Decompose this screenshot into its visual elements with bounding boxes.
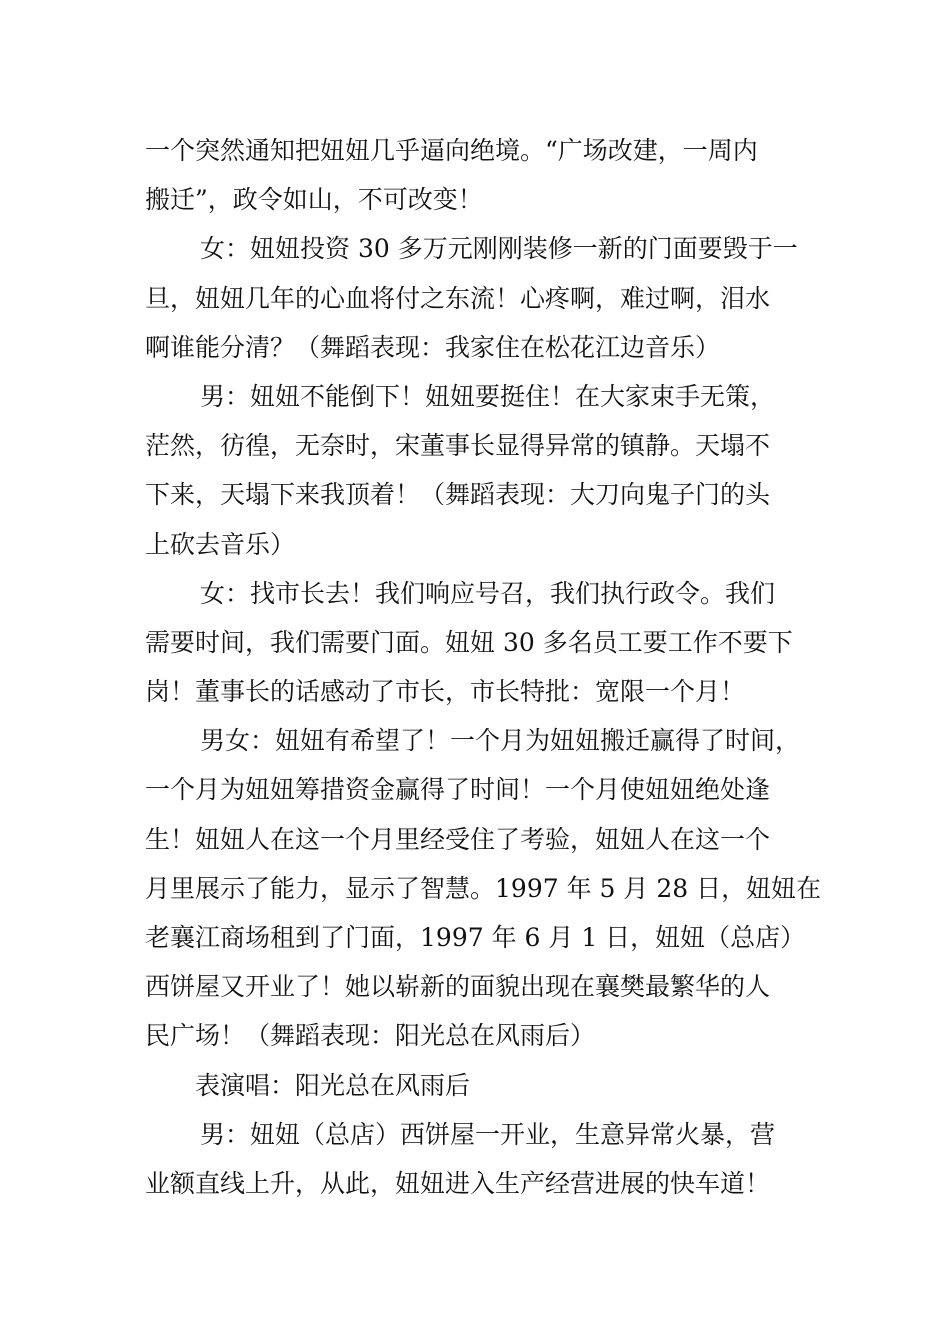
- paragraph-2: [145, 224, 813, 372]
- paragraph-7: [145, 1110, 813, 1208]
- paragraph-3: [145, 372, 813, 569]
- text-line: 业额直线上升，从此，妞妞进入生产经营进展的快车道！: [145, 1168, 771, 1198]
- text-line: 搬迁”，政令如山，不可改变！: [145, 185, 483, 215]
- text-line: 一个月为妞妞筹措资金赢得了时间！一个月使妞妞绝处逢: [145, 775, 771, 805]
- text-line: 岗！董事长的话感动了市长，市长特批：宽限一个月！: [145, 677, 746, 707]
- text-line: 老襄江商场租到了门面，1997 年 6 月 1 日，妞妞（总店）: [145, 923, 806, 952]
- document-body: [145, 126, 822, 1208]
- text-line: 一个突然通知把妞妞几乎逼向绝境。“广场改建，一周内: [145, 136, 758, 165]
- text-line: 表演唱：阳光总在风雨后: [195, 1070, 471, 1100]
- text-line: 女：找市长去！我们响应号召，我们执行政令。我们: [200, 578, 776, 608]
- text-line: 啊谁能分清？（舞蹈表现：我家住在松花江边音乐）: [145, 332, 721, 362]
- text-line: 西饼屋又开业了！她以崭新的面貌出现在襄樊最繁华的人: [145, 972, 771, 1002]
- text-line: 下来，天塌下来我顶着！（舞蹈表现：大刀向鬼子门的头: [145, 480, 771, 510]
- text-line: 男：妞妞不能倒下！妞妞要挺住！在大家束手无策，: [200, 381, 776, 411]
- text-line: 上砍去音乐）: [145, 529, 296, 559]
- paragraph-4: [145, 569, 813, 717]
- text-line: 男：妞妞（总店）西饼屋一开业，生意异常火暴，营: [200, 1119, 776, 1149]
- text-line: 女：妞妞投资 30 多万元刚刚装修一新的门面要毁于一: [200, 234, 798, 264]
- text-line: 需要时间，我们需要门面。妞妞 30 多名员工要工作不要下: [145, 627, 793, 657]
- text-line: 旦，妞妞几年的心血将付之东流！心疼啊，难过啊，泪水: [145, 283, 771, 313]
- text-line: 男女：妞妞有希望了！一个月为妞妞搬迁赢得了时间，: [200, 726, 801, 756]
- text-line: 茫然，彷徨，无奈时，宋董事长显得异常的镇静。天塌不: [145, 431, 771, 461]
- paragraph-6: [145, 1061, 813, 1110]
- paragraph-5: [145, 716, 822, 1060]
- text-line: 民广场！（舞蹈表现：阳光总在风雨后）: [145, 1021, 596, 1051]
- text-line: 月里展示了能力，显示了智慧。1997 年 5 月 28 日，妞妞在: [145, 873, 822, 903]
- text-line: 生！妞妞人在这一个月里经受住了考验，妞妞人在这一个: [145, 824, 771, 854]
- paragraph-1: [145, 126, 813, 224]
